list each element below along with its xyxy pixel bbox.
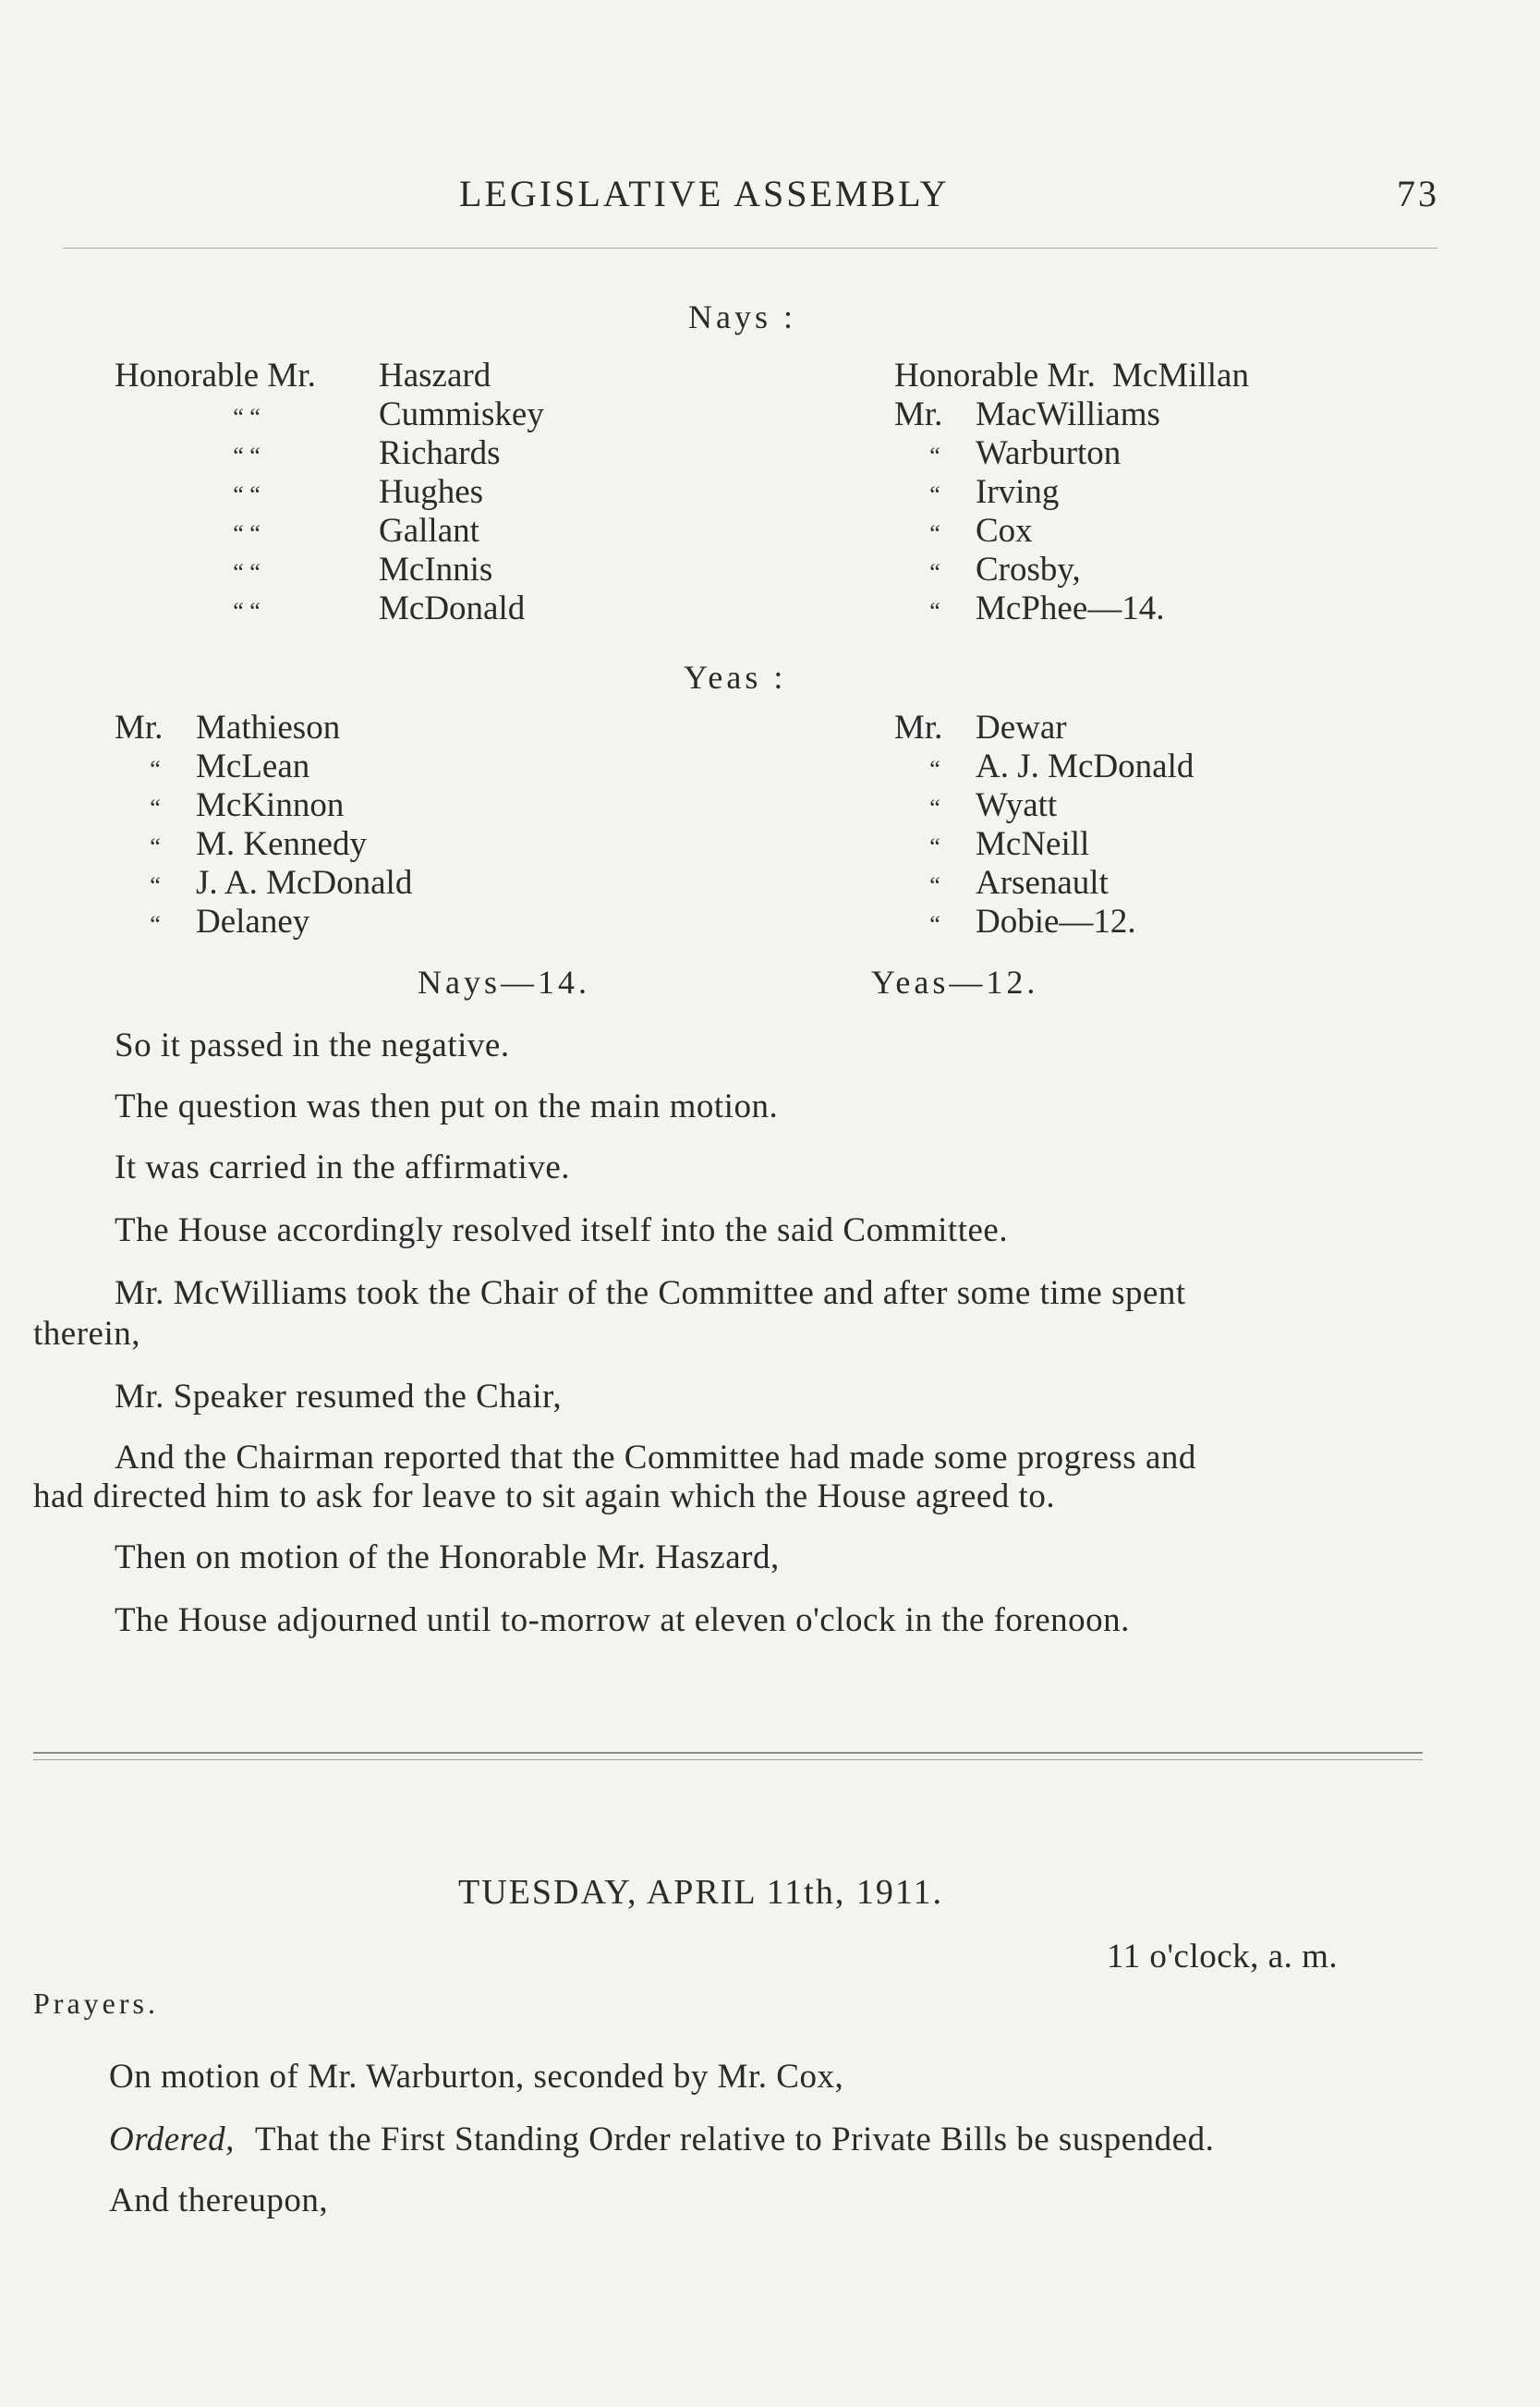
member-prefix: “ — [150, 911, 161, 938]
member-name: Richards — [379, 434, 501, 472]
prayers-heading: Prayers. — [33, 1987, 159, 2020]
member-row — [894, 550, 1081, 589]
member-row — [115, 395, 544, 433]
member-prefix: “ “ — [233, 559, 261, 586]
header-rule — [63, 248, 1437, 249]
member-prefix: “ — [929, 911, 940, 938]
member-row — [894, 511, 1033, 550]
session-date: TUESDAY, APRIL 11th, 1911. — [458, 1873, 943, 1912]
member-prefix: “ “ — [233, 481, 261, 508]
member-row — [115, 589, 525, 627]
paragraph-chair-line2: therein, — [33, 1315, 140, 1353]
member-row — [115, 511, 479, 550]
member-row — [115, 550, 492, 589]
paragraph-affirmative: It was carried in the affirmative. — [115, 1149, 570, 1186]
paragraph-speaker: Mr. Speaker resumed the Chair, — [115, 1378, 563, 1416]
member-name: McMillan — [1112, 357, 1249, 395]
member-row — [894, 472, 1059, 511]
member-name: Wyatt — [976, 786, 1058, 824]
member-name: Cummiskey — [379, 395, 544, 433]
member-name: Delaney — [196, 903, 310, 941]
member-row — [115, 708, 340, 747]
session-time: 11 o'clock, a. m. — [1107, 1938, 1339, 1975]
member-prefix: “ “ — [233, 404, 261, 431]
paragraph-committee: The House accordingly resolved itself into the said Committee. — [115, 1211, 1009, 1249]
member-prefix: “ — [929, 872, 940, 899]
member-name: Hughes — [379, 473, 484, 511]
yeas-total: Yeas—12. — [871, 964, 1039, 1001]
member-row — [894, 589, 1165, 627]
paragraph-report-line1: And the Chairman reported that the Committee had made some progress and — [115, 1439, 1196, 1477]
member-prefix: “ — [929, 598, 940, 625]
paragraph-motion: Then on motion of the Honorable Mr. Haszard, — [115, 1538, 780, 1576]
paragraph-main-motion: The question was then put on the main motion. — [115, 1088, 779, 1125]
section-divider-bottom — [33, 1759, 1423, 1760]
running-head-title: LEGISLATIVE ASSEMBLY — [459, 173, 950, 214]
member-name: Arsenault — [976, 864, 1109, 902]
member-row — [894, 785, 1057, 824]
member-name: McPhee—14. — [976, 590, 1165, 627]
member-row — [894, 356, 1249, 395]
paragraph-report-line2: had directed him to ask for leave to sit again which the House agreed to. — [33, 1477, 1056, 1515]
member-name: J. A. McDonald — [196, 864, 413, 902]
member-row — [894, 902, 1136, 941]
member-prefix: Mr. — [115, 709, 164, 747]
paragraph-chair-line1: Mr. McWilliams took the Chair of the Committee and after some time spent — [115, 1274, 1186, 1312]
member-row — [894, 747, 1194, 785]
member-name: McInnis — [379, 551, 493, 589]
yeas-heading: Yeas : — [684, 659, 787, 696]
member-name: MacWilliams — [976, 395, 1160, 433]
member-name: Cox — [976, 512, 1033, 550]
paragraph-adjourned: The House adjourned until to-morrow at eleven o'clock in the forenoon. — [115, 1601, 1130, 1639]
page-number: 73 — [1397, 173, 1439, 214]
member-name: Irving — [976, 473, 1060, 511]
member-prefix: “ — [150, 795, 161, 821]
member-name: McDonald — [379, 590, 526, 627]
member-row — [115, 863, 412, 902]
member-row — [115, 433, 501, 472]
ordered-text: That the First Standing Order relative to Private Bills be suspended. — [254, 2121, 1215, 2158]
paragraph-negative: So it passed in the negative. — [115, 1027, 510, 1064]
member-prefix: Honorable Mr. — [894, 357, 1096, 395]
member-name: Warburton — [976, 434, 1122, 472]
member-name: Dobie—12. — [976, 903, 1136, 941]
member-prefix: “ — [929, 520, 940, 547]
member-prefix: Honorable Mr. — [115, 357, 316, 395]
member-row — [894, 824, 1089, 863]
member-row — [894, 863, 1109, 902]
member-name: A. J. McDonald — [976, 748, 1194, 785]
paragraph-ordered — [109, 2120, 1214, 2159]
nays-heading: Nays : — [688, 298, 796, 335]
member-row — [115, 356, 491, 395]
member-name: Gallant — [379, 512, 479, 550]
member-row — [894, 433, 1121, 472]
member-prefix: “ — [150, 756, 161, 783]
member-prefix: “ — [929, 795, 940, 821]
member-prefix: “ — [150, 872, 161, 899]
member-prefix: “ — [929, 756, 940, 783]
section-divider-top — [33, 1752, 1423, 1754]
member-name: McKinnon — [196, 786, 345, 824]
member-prefix: Mr. — [894, 395, 943, 433]
member-row — [115, 747, 309, 785]
member-row — [115, 472, 483, 511]
paragraph-thereupon: And thereupon, — [109, 2182, 329, 2219]
member-name: McLean — [196, 748, 310, 785]
paragraph-warburton-motion: On motion of Mr. Warburton, seconded by Mr. Cox, — [109, 2058, 844, 2096]
member-prefix: “ — [929, 443, 940, 469]
member-prefix: “ “ — [233, 598, 261, 625]
member-row — [894, 708, 1067, 747]
member-prefix: “ — [150, 833, 161, 860]
ordered-label: Ordered, — [109, 2121, 235, 2158]
member-name: Crosby, — [976, 551, 1081, 589]
member-prefix: “ — [929, 559, 940, 586]
member-prefix: “ — [929, 833, 940, 860]
member-row — [115, 785, 344, 824]
member-name: Dewar — [976, 709, 1067, 747]
member-name: McNeill — [976, 825, 1090, 863]
member-prefix: “ “ — [233, 443, 261, 469]
member-name: Mathieson — [196, 709, 341, 747]
member-prefix: Mr. — [894, 709, 943, 747]
nays-total: Nays—14. — [418, 964, 590, 1001]
member-row — [115, 902, 309, 941]
member-name: M. Kennedy — [196, 825, 367, 863]
member-row — [894, 395, 1160, 433]
member-prefix: “ “ — [233, 520, 261, 547]
member-row — [115, 824, 367, 863]
member-prefix: “ — [929, 481, 940, 508]
member-name: Haszard — [379, 357, 491, 395]
